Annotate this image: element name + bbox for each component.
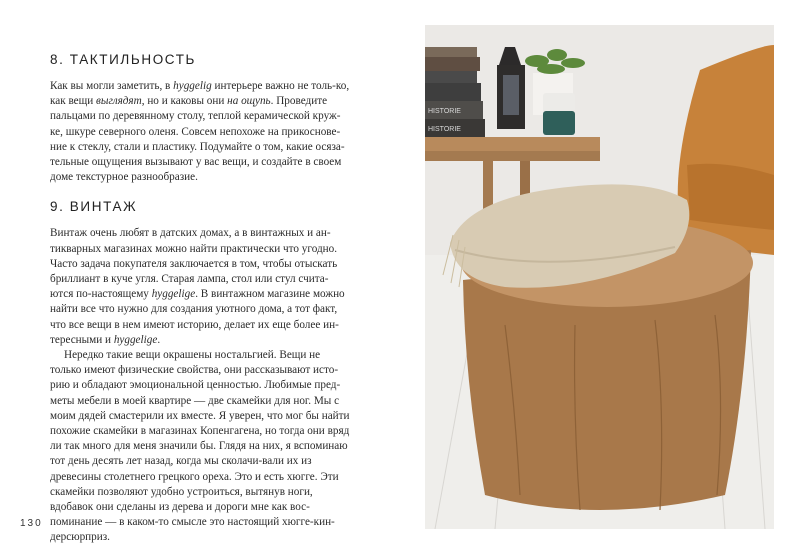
italic-term: hyggelige xyxy=(151,288,196,301)
wooden-bench-apron xyxy=(425,151,600,161)
book xyxy=(425,83,481,101)
book-spine-text: HISTORIE xyxy=(428,108,461,115)
interior-photo xyxy=(425,25,774,529)
text-column xyxy=(50,44,350,546)
book-spine-text: HISTORIE xyxy=(428,126,461,133)
section-heading-vintage: 9. ВИНТАЖ xyxy=(50,199,138,215)
photo-illustration xyxy=(425,25,774,529)
text-run: Как вы могли заметить, в xyxy=(50,80,174,92)
text-run: . В винтажном магазине можно найти все что нужно для создания уютного дома, а тот факт, что все вещи в нем имеют историю, делает их еще более ин-тересными и xyxy=(50,288,345,346)
text-run: Винтаж очень любят в датских домах, а в винтажных и ан-тикварных магазинах можно найти практически что угодно. Часто задача покупателя заключается в том, чтобы отыскать бриллиант в куче угля. Старая лампа, стол или стул счита-ются по-настоящему xyxy=(50,227,338,301)
book xyxy=(425,71,477,83)
text-run: , но и каковы они xyxy=(141,95,228,108)
italic-term: на ощупь xyxy=(227,95,271,108)
text-run: . Проведите пальцами по деревянному столу, теплой керамической круж-ке, шкуре северного оленя. Совсем непохоже на прикоснове-ние к стеклу, стали и пластику. Подумайте о том, какие осяза-тельные ощущения вызывают у вас вещи, и создайте в своем доме текстурное разнообразие. xyxy=(50,95,345,184)
italic-term: выглядят xyxy=(96,95,142,108)
section-heading-tactility: 8. ТАКТИЛЬНОСТЬ xyxy=(50,52,197,67)
paragraph-vintage-2: Нередко такие вещи окрашены ностальгией. Вещи не только имеют физические свойства, они рассказывают исто-рию и обладают эмоциональной ценностью. Любимые пред-меты мебели в моей квартире — две скамейки для ног. Мы с моим дядей смастерили их вместе. Я уверен, что мог бы найти похожие скамейки в магазинах Копенгагена, но тогда они вряд ли так много для меня значили бы. Глядя на них, я вспоминаю тот день десять лет назад, когда мы сколачи-вали их из древесины столетнего грецкого ореха. Это и есть хюгге. Эти скамейки позволяют удобно устроиться, вытянув ноги, вдобавок они сделаны из дерева и дороги мне как вос-поминание — в каком-то смысле это настоящий хюгге-кин-дерсюрприз. xyxy=(50,349,350,544)
italic-term: hyggelige xyxy=(113,333,158,346)
book xyxy=(425,47,477,57)
page-number: 130 xyxy=(20,518,43,529)
text-run: . xyxy=(157,333,161,346)
wooden-bench-top xyxy=(425,137,600,151)
text-run: интерьере важно не толь-ко, как вещи xyxy=(50,80,350,108)
book xyxy=(425,57,480,71)
italic-term: hyggelig xyxy=(173,80,212,92)
cup-glaze xyxy=(543,111,575,135)
paragraph-vintage-1 xyxy=(50,226,350,348)
paragraph-tactility xyxy=(50,79,350,185)
armchair-seat xyxy=(687,164,774,230)
lantern-glass xyxy=(503,75,519,115)
